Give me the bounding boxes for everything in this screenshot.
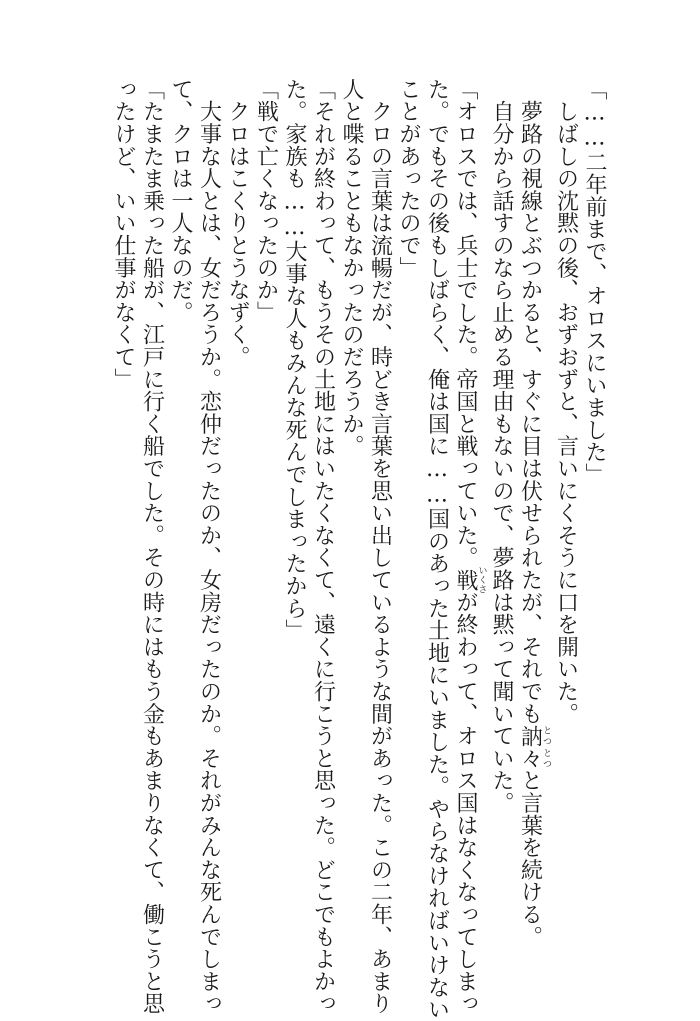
text-line: しばしの沈黙の後、おずおずと、言いにくそうに口を開いた。: [553, 78, 579, 725]
ruby-base: 訥々: [517, 724, 543, 770]
text-line: ったけど、いい仕事がなくて」: [111, 78, 136, 391]
text-line: 「それが終わって、もうその土地にはいたくなくて、遠くに行こうと思った。どこでもよかっ: [310, 78, 336, 1015]
text-line-part: と言葉を続ける。: [517, 769, 543, 948]
text-line: 「……二年前まで、オロスにいました」: [582, 78, 607, 486]
text-line: クロはこくりとうなずく。: [225, 78, 250, 368]
text-line: 自分から話すのなら止める理由もないので、夢路は黙って聞いていた。: [489, 78, 514, 814]
text-line-part: が終わって、オロス国はなくなってしまっ: [453, 590, 478, 1015]
ruby-ikusa: [453, 565, 487, 594]
text-line: 大事な人とは、女だろうか。恋仲だったのか、女房だったのか。それがみんな死んでしまっ: [196, 78, 222, 1015]
text-line-part: 「オロスでは、兵士でした。帝国と戦っていた。: [453, 78, 478, 569]
text-line: 「たまたま乗った船が、江戸に行く船でした。その時にはもう金もあまりなくて、働こうと思: [139, 78, 165, 1015]
text-line: [451, 78, 487, 1015]
text-line: 「戦で亡くなったのか」: [253, 78, 279, 324]
text-line: 人と喋ることもなかったのだろうか。: [339, 78, 364, 458]
text-line: た。家族も……大事な人もみんな死んでしまったから」: [282, 78, 307, 642]
text-line: クロの言葉は流暢だが、時どき言葉を思い出しているような間があった。この二年、あまり: [367, 78, 393, 1015]
text-line: [515, 78, 551, 978]
vertical-text-body: [88, 78, 608, 1021]
text-line: た。でもその後もしばらく、俺は国に……国のあった土地にいました。やらなければいけない: [424, 78, 450, 1021]
text-line: て、クロは一人なのだ。: [168, 78, 193, 324]
ruby-base: 戦: [453, 565, 478, 594]
ruby-reading: とつとつ: [541, 724, 551, 770]
text-line: ことがあったので」: [396, 78, 421, 279]
text-line-part: 夢路の視線とぶつかると、すぐに目は伏せられたが、それでも: [517, 78, 543, 725]
ruby-totsutotsu: [517, 724, 551, 770]
ruby-reading: いくさ: [476, 565, 487, 594]
